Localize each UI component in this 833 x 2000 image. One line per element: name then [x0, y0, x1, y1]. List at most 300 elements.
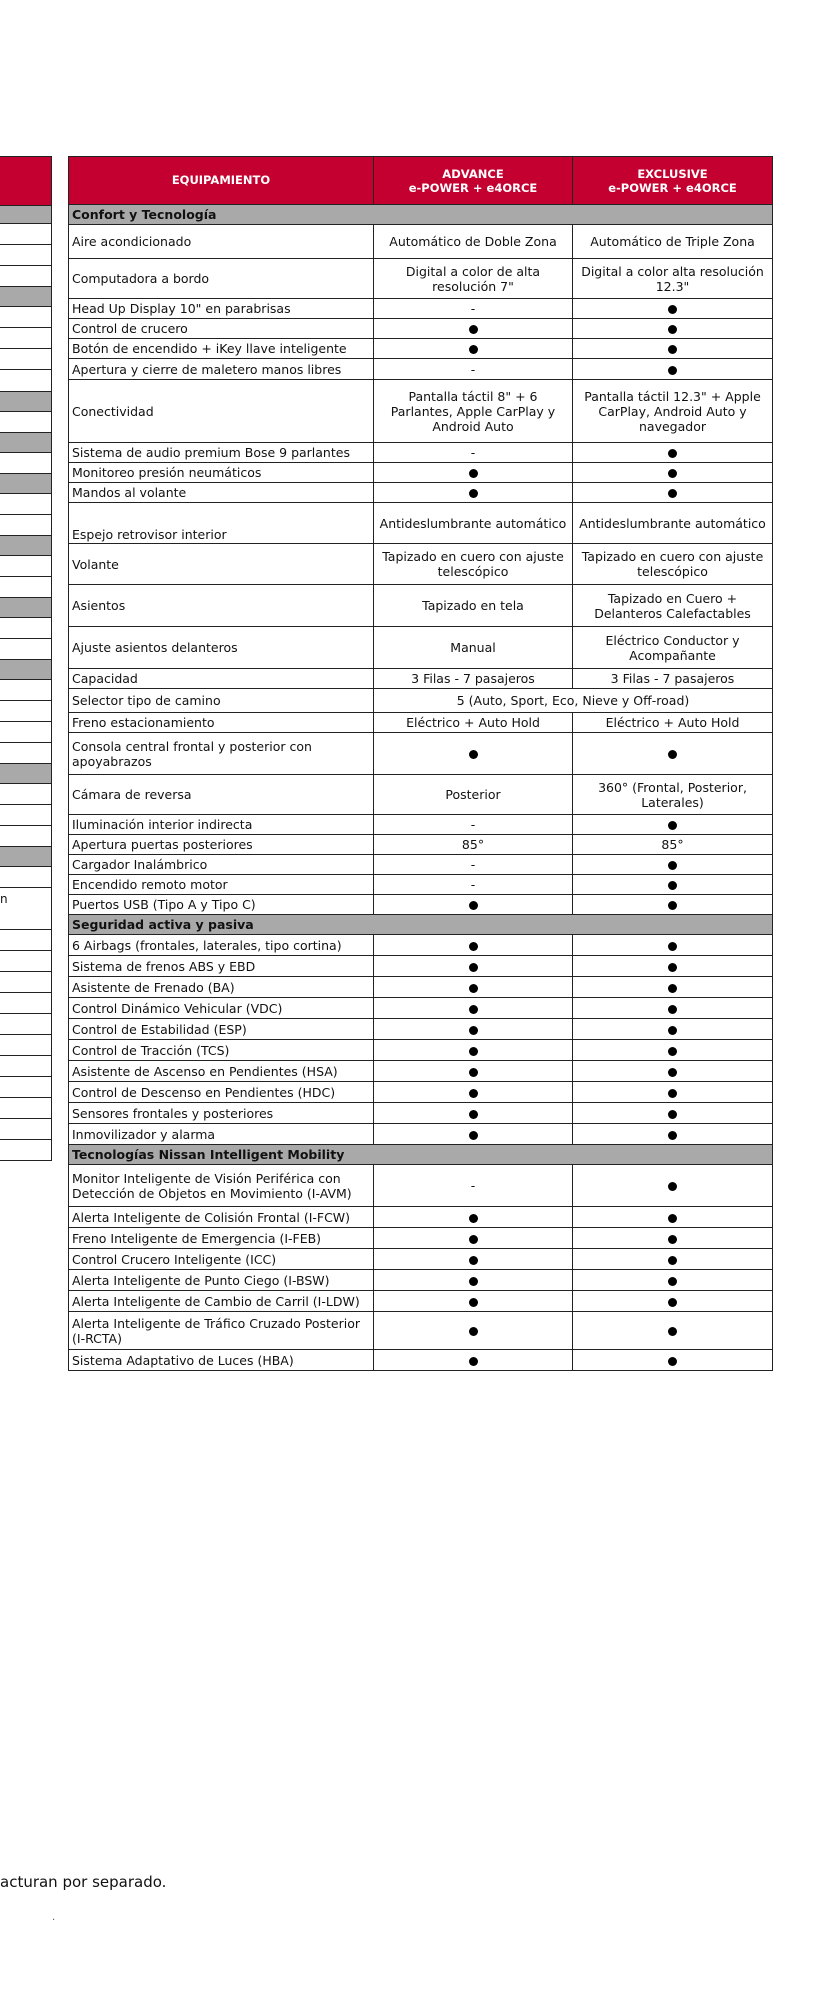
exclusive-value-cell — [573, 815, 773, 835]
table-row — [69, 1228, 773, 1249]
included-dot-icon — [469, 469, 478, 478]
included-dot-icon — [469, 325, 478, 334]
exclusive-value-cell — [573, 1249, 773, 1270]
exclusive-value-cell — [573, 935, 773, 956]
table-row — [69, 319, 773, 339]
table-row — [69, 359, 773, 380]
left-fragment-row — [0, 494, 52, 515]
table-row — [69, 1124, 773, 1145]
included-dot-icon — [469, 1047, 478, 1056]
advance-value-cell — [374, 319, 573, 339]
cell-text: Automático de Doble Zona — [389, 234, 557, 249]
left-fragment-row — [0, 826, 52, 847]
advance-value-cell — [374, 1350, 573, 1371]
header-exclusive: EXCLUSIVE e-POWER + e4ORCE — [573, 157, 773, 205]
exclusive-value-cell — [573, 1228, 773, 1249]
feature-cell: Control de Descenso en Pendientes (HDC) — [69, 1082, 374, 1103]
advance-value-cell — [374, 1165, 573, 1207]
feature-cell: Monitoreo presión neumáticos — [69, 463, 374, 483]
exclusive-value-cell — [573, 1019, 773, 1040]
exclusive-value-cell — [573, 483, 773, 503]
table-row — [69, 1103, 773, 1124]
cell-text: Antideslumbrante automático — [579, 515, 766, 531]
exclusive-value-cell — [573, 775, 773, 815]
feature-cell: Control Dinámico Vehicular (VDC) — [69, 998, 374, 1019]
left-fragment-row — [0, 972, 52, 993]
included-dot-icon — [469, 1026, 478, 1035]
left-fragment-section-row — [0, 764, 52, 784]
advance-value-cell — [374, 1312, 573, 1350]
left-fragment-row — [0, 618, 52, 639]
exclusive-value-cell — [573, 1350, 773, 1371]
feature-cell: Consola central frontal y posterior con apoyabrazos — [69, 733, 374, 775]
left-fragment-row — [0, 1119, 52, 1140]
table-row — [69, 627, 773, 669]
header-equipamiento: EQUIPAMIENTO — [69, 157, 374, 205]
exclusive-value-cell — [573, 977, 773, 998]
exclusive-value-cell — [573, 380, 773, 443]
included-dot-icon — [668, 305, 677, 314]
left-fragment-row — [0, 245, 52, 266]
table-row — [69, 875, 773, 895]
cell-text: 85° — [461, 837, 485, 852]
feature-cell: Sistema de frenos ABS y EBD — [69, 956, 374, 977]
feature-cell: Sensores frontales y posteriores — [69, 1103, 374, 1124]
left-fragment-row — [0, 556, 52, 577]
table-row — [69, 1061, 773, 1082]
included-dot-icon — [469, 1068, 478, 1077]
included-dot-icon — [668, 1256, 677, 1265]
left-fragment-row — [0, 951, 52, 972]
advance-value-cell — [374, 1040, 573, 1061]
included-dot-icon — [668, 881, 677, 890]
cell-text: Eléctrico + Auto Hold — [406, 715, 540, 730]
table-row — [69, 463, 773, 483]
included-dot-icon — [668, 1131, 677, 1140]
cell-text: Tapizado en cuero con ajuste telescópico — [581, 549, 764, 579]
table-row — [69, 544, 773, 585]
cell-text: 3 Filas - 7 pasajeros — [411, 671, 535, 686]
cell-text: Antideslumbrante automático — [379, 515, 567, 531]
left-fragment-row — [0, 370, 52, 392]
left-fragment-row — [0, 867, 52, 888]
left-fragment-section-row — [0, 536, 52, 556]
table-row — [69, 713, 773, 733]
included-dot-icon — [668, 366, 677, 375]
exclusive-value-cell — [573, 855, 773, 875]
included-dot-icon — [668, 1005, 677, 1014]
feature-cell: Apertura y cierre de maletero manos libres — [69, 359, 374, 380]
exclusive-value-cell — [573, 1061, 773, 1082]
included-dot-icon — [469, 942, 478, 951]
feature-cell: Asistente de Ascenso en Pendientes (HSA) — [69, 1061, 374, 1082]
section-title: Seguridad activa y pasiva — [69, 915, 773, 935]
included-dot-icon — [469, 1005, 478, 1014]
cell-text: Tapizado en cuero con ajuste telescópico — [382, 549, 564, 579]
equipment-table — [68, 156, 773, 1371]
left-fragment-row — [0, 930, 52, 951]
included-dot-icon — [469, 1089, 478, 1098]
left-fragment-row — [0, 743, 52, 764]
left-fragment-row — [0, 1140, 52, 1161]
table-row — [69, 733, 773, 775]
left-table-fragment — [0, 156, 52, 1161]
advance-value-cell — [374, 875, 573, 895]
exclusive-value-cell — [573, 895, 773, 915]
feature-cell: Iluminación interior indirecta — [69, 815, 374, 835]
included-dot-icon — [668, 1068, 677, 1077]
section-row — [69, 1145, 773, 1165]
advance-value-cell — [374, 855, 573, 875]
table-row — [69, 299, 773, 319]
cell-text: Posterior — [445, 787, 501, 802]
exclusive-value-cell — [573, 669, 773, 689]
feature-cell: Alerta Inteligente de Cambio de Carril (I-LDW) — [69, 1291, 374, 1312]
advance-value-cell — [374, 935, 573, 956]
exclusive-value-cell — [573, 225, 773, 259]
exclusive-value-cell — [573, 627, 773, 669]
table-row — [69, 1019, 773, 1040]
cell-text: Tapizado en tela — [422, 598, 524, 613]
left-fragment-row — [0, 412, 52, 433]
left-fragment-row — [0, 515, 52, 536]
exclusive-value-cell — [573, 544, 773, 585]
included-dot-icon — [469, 1327, 478, 1336]
advance-value-cell — [374, 1270, 573, 1291]
included-dot-icon — [469, 901, 478, 910]
left-fragment-row — [0, 307, 52, 328]
feature-cell: Mandos al volante — [69, 483, 374, 503]
left-fragment-row — [0, 805, 52, 826]
left-fragment-row — [0, 349, 52, 370]
included-dot-icon — [469, 1256, 478, 1265]
included-dot-icon — [469, 1277, 478, 1286]
included-dot-icon — [668, 750, 677, 759]
feature-cell: Alerta Inteligente de Colisión Frontal (I-FCW) — [69, 1207, 374, 1228]
included-dot-icon — [668, 1026, 677, 1035]
feature-cell: Espejo retrovisor interior — [69, 503, 374, 544]
left-fragment-row — [0, 453, 52, 474]
feature-cell: Conectividad — [69, 380, 374, 443]
table-row — [69, 443, 773, 463]
table-row — [69, 689, 773, 713]
advance-value-cell — [374, 380, 573, 443]
exclusive-value-cell — [573, 956, 773, 977]
exclusive-value-cell — [573, 1040, 773, 1061]
table-row — [69, 1350, 773, 1371]
exclusive-value-cell — [573, 1207, 773, 1228]
included-dot-icon — [668, 984, 677, 993]
table-row — [69, 977, 773, 998]
advance-value-cell — [374, 463, 573, 483]
left-fragment-row — [0, 701, 52, 722]
included-dot-icon — [668, 489, 677, 498]
table-row — [69, 585, 773, 627]
included-dot-icon — [668, 942, 677, 951]
left-fragment-row — [0, 1056, 52, 1077]
table-row — [69, 815, 773, 835]
section-title: Confort y Tecnología — [69, 205, 773, 225]
advance-value-cell — [374, 977, 573, 998]
table-row — [69, 895, 773, 915]
advance-value-cell — [374, 299, 573, 319]
included-dot-icon — [668, 1110, 677, 1119]
left-fragment-section-row — [0, 433, 52, 453]
feature-cell: Sistema Adaptativo de Luces (HBA) — [69, 1350, 374, 1371]
feature-cell: Inmovilizador y alarma — [69, 1124, 374, 1145]
left-fragment-row — [0, 577, 52, 598]
table-row — [69, 1165, 773, 1207]
left-fragment-section-row — [0, 598, 52, 618]
exclusive-value-cell — [573, 713, 773, 733]
merged-value-cell — [374, 689, 773, 713]
included-dot-icon — [668, 901, 677, 910]
left-fragment-row — [0, 1035, 52, 1056]
feature-cell: Alerta Inteligente de Tráfico Cruzado Posterior (I-RCTA) — [69, 1312, 374, 1350]
advance-value-cell — [374, 835, 573, 855]
advance-value-cell — [374, 775, 573, 815]
advance-value-cell — [374, 259, 573, 299]
left-fragment-row — [0, 1077, 52, 1098]
included-dot-icon — [668, 1214, 677, 1223]
feature-cell: Control de Tracción (TCS) — [69, 1040, 374, 1061]
advance-value-cell — [374, 627, 573, 669]
feature-cell: Control Crucero Inteligente (ICC) — [69, 1249, 374, 1270]
left-fragment-row — [0, 1014, 52, 1035]
left-fragment-text: n — [0, 892, 8, 906]
table-row — [69, 503, 773, 544]
included-dot-icon — [469, 345, 478, 354]
left-fragment-row — [0, 680, 52, 701]
cell-text: 3 Filas - 7 pasajeros — [610, 671, 735, 686]
feature-cell: Capacidad — [69, 669, 374, 689]
advance-value-cell — [374, 713, 573, 733]
left-fragment-section-row — [0, 847, 52, 867]
feature-cell: Aire acondicionado — [69, 225, 374, 259]
advance-value-cell — [374, 998, 573, 1019]
cell-text: Pantalla táctil 8" + 6 Parlantes, Apple CarPlay y Android Auto — [390, 388, 556, 434]
left-fragment-section-row — [0, 392, 52, 412]
left-fragment-row — [0, 639, 52, 660]
included-dot-icon — [668, 1182, 677, 1191]
table-row — [69, 855, 773, 875]
cell-text: 85° — [661, 837, 684, 852]
cell-text: 5 (Auto, Sport, Eco, Nieve y Off-road) — [456, 693, 690, 708]
included-dot-icon — [668, 325, 677, 334]
feature-cell: Computadora a bordo — [69, 259, 374, 299]
left-fragment-row — [0, 328, 52, 349]
included-dot-icon — [668, 861, 677, 870]
included-dot-icon — [469, 750, 478, 759]
included-dot-icon — [469, 1298, 478, 1307]
included-dot-icon — [469, 1235, 478, 1244]
section-title: Tecnologías Nissan Intelligent Mobility — [69, 1145, 773, 1165]
table-row — [69, 225, 773, 259]
included-dot-icon — [469, 1357, 478, 1366]
cell-text: Eléctrico + Auto Hold — [605, 715, 740, 730]
included-dot-icon — [668, 963, 677, 972]
table-row — [69, 1291, 773, 1312]
advance-value-cell — [374, 1228, 573, 1249]
included-dot-icon — [469, 489, 478, 498]
table-row — [69, 669, 773, 689]
advance-value-cell — [374, 1249, 573, 1270]
table-row — [69, 775, 773, 815]
left-fragment-section-row — [0, 474, 52, 494]
advance-value-cell — [374, 1103, 573, 1124]
exclusive-value-cell — [573, 733, 773, 775]
cell-text: - — [470, 1178, 476, 1193]
feature-cell: Encendido remoto motor — [69, 875, 374, 895]
feature-cell: Control de Estabilidad (ESP) — [69, 1019, 374, 1040]
feature-cell: Apertura puertas posteriores — [69, 835, 374, 855]
left-fragment-row — [0, 266, 52, 287]
cell-text: 360° (Frontal, Posterior, Laterales) — [598, 779, 747, 810]
cell-text: - — [470, 361, 476, 377]
table-header-row — [69, 157, 773, 205]
left-fragment-section-row — [0, 660, 52, 680]
advance-value-cell — [374, 585, 573, 627]
footnote-text: acturan por separado. — [0, 1873, 167, 1891]
included-dot-icon — [668, 1047, 677, 1056]
exclusive-value-cell — [573, 359, 773, 380]
advance-value-cell — [374, 1291, 573, 1312]
feature-cell: Freno estacionamiento — [69, 713, 374, 733]
included-dot-icon — [668, 1235, 677, 1244]
included-dot-icon — [668, 1277, 677, 1286]
cell-text: Manual — [450, 640, 496, 655]
included-dot-icon — [668, 469, 677, 478]
table-row — [69, 1249, 773, 1270]
left-fragment-section-row — [0, 287, 52, 307]
exclusive-value-cell — [573, 259, 773, 299]
table-row — [69, 1312, 773, 1350]
advance-value-cell — [374, 225, 573, 259]
advance-value-cell — [374, 669, 573, 689]
table-row — [69, 339, 773, 359]
exclusive-value-cell — [573, 835, 773, 855]
feature-cell: Volante — [69, 544, 374, 585]
table-row — [69, 483, 773, 503]
left-fragment-row — [0, 784, 52, 805]
table-row — [69, 380, 773, 443]
feature-cell: Head Up Display 10" en parabrisas — [69, 299, 374, 319]
included-dot-icon — [668, 821, 677, 830]
cell-text: - — [470, 877, 476, 892]
table-row — [69, 956, 773, 977]
exclusive-value-cell — [573, 463, 773, 483]
left-fragment-row — [0, 993, 52, 1014]
exclusive-value-cell — [573, 299, 773, 319]
advance-value-cell — [374, 443, 573, 463]
included-dot-icon — [668, 345, 677, 354]
section-row — [69, 205, 773, 225]
feature-cell: Ajuste asientos delanteros — [69, 627, 374, 669]
advance-value-cell — [374, 1124, 573, 1145]
left-fragment-row — [0, 722, 52, 743]
table-row — [69, 935, 773, 956]
table-row — [69, 1207, 773, 1228]
left-fragment-row — [0, 888, 52, 930]
included-dot-icon — [668, 449, 677, 458]
exclusive-value-cell — [573, 1291, 773, 1312]
feature-cell: Sistema de audio premium Bose 9 parlantes — [69, 443, 374, 463]
exclusive-value-cell — [573, 1103, 773, 1124]
exclusive-value-cell — [573, 585, 773, 627]
advance-value-cell — [374, 895, 573, 915]
included-dot-icon — [469, 963, 478, 972]
exclusive-value-cell — [573, 875, 773, 895]
feature-cell: Monitor Inteligente de Visión Periférica con Detección de Objetos en Movimiento (I-AVM) — [69, 1165, 374, 1207]
exclusive-value-cell — [573, 1124, 773, 1145]
left-fragment-row — [0, 1098, 52, 1119]
left-fragment-header — [0, 156, 52, 206]
cell-text: Automático de Triple Zona — [590, 234, 755, 249]
footnote-dot: . — [52, 1912, 56, 1923]
table-row — [69, 998, 773, 1019]
feature-cell: Selector tipo de camino — [69, 689, 374, 713]
exclusive-value-cell — [573, 1082, 773, 1103]
feature-cell: Asientos — [69, 585, 374, 627]
exclusive-value-cell — [573, 443, 773, 463]
feature-cell: Cargador Inalámbrico — [69, 855, 374, 875]
cell-text: - — [470, 445, 476, 460]
included-dot-icon — [668, 1357, 677, 1366]
advance-value-cell — [374, 503, 573, 544]
advance-value-cell — [374, 483, 573, 503]
feature-cell: Botón de encendido + iKey llave inteligente — [69, 339, 374, 359]
cell-text: Pantalla táctil 12.3" + Apple CarPlay, Android Auto y navegador — [584, 388, 761, 434]
included-dot-icon — [469, 1214, 478, 1223]
advance-value-cell — [374, 733, 573, 775]
feature-cell: Asistente de Frenado (BA) — [69, 977, 374, 998]
cell-text: Eléctrico Conductor y Acompañante — [605, 632, 740, 663]
advance-value-cell — [374, 339, 573, 359]
advance-value-cell — [374, 1061, 573, 1082]
feature-cell: Puertos USB (Tipo A y Tipo C) — [69, 895, 374, 915]
feature-cell: 6 Airbags (frontales, laterales, tipo cortina) — [69, 935, 374, 956]
exclusive-value-cell — [573, 319, 773, 339]
feature-cell: Alerta Inteligente de Punto Ciego (I-BSW) — [69, 1270, 374, 1291]
exclusive-value-cell — [573, 339, 773, 359]
advance-value-cell — [374, 1019, 573, 1040]
table-row — [69, 1270, 773, 1291]
exclusive-value-cell — [573, 1312, 773, 1350]
advance-value-cell — [374, 1082, 573, 1103]
table-row — [69, 1040, 773, 1061]
advance-value-cell — [374, 359, 573, 380]
exclusive-value-cell — [573, 1270, 773, 1291]
included-dot-icon — [469, 1110, 478, 1119]
header-advance: ADVANCE e-POWER + e4ORCE — [374, 157, 573, 205]
table-row — [69, 259, 773, 299]
left-fragment-section-row — [0, 206, 52, 224]
included-dot-icon — [668, 1298, 677, 1307]
advance-value-cell — [374, 544, 573, 585]
included-dot-icon — [469, 984, 478, 993]
cell-text: Tapizado en Cuero + Delanteros Calefactables — [594, 590, 751, 621]
cell-text: Digital a color alta resolución 12.3" — [581, 263, 764, 294]
table-row — [69, 1082, 773, 1103]
feature-cell: Control de crucero — [69, 319, 374, 339]
included-dot-icon — [668, 1089, 677, 1098]
cell-text: - — [470, 301, 476, 316]
left-fragment-row — [0, 224, 52, 245]
cell-text: Digital a color de alta resolución 7" — [405, 263, 541, 294]
exclusive-value-cell — [573, 998, 773, 1019]
advance-value-cell — [374, 1207, 573, 1228]
included-dot-icon — [469, 1131, 478, 1140]
